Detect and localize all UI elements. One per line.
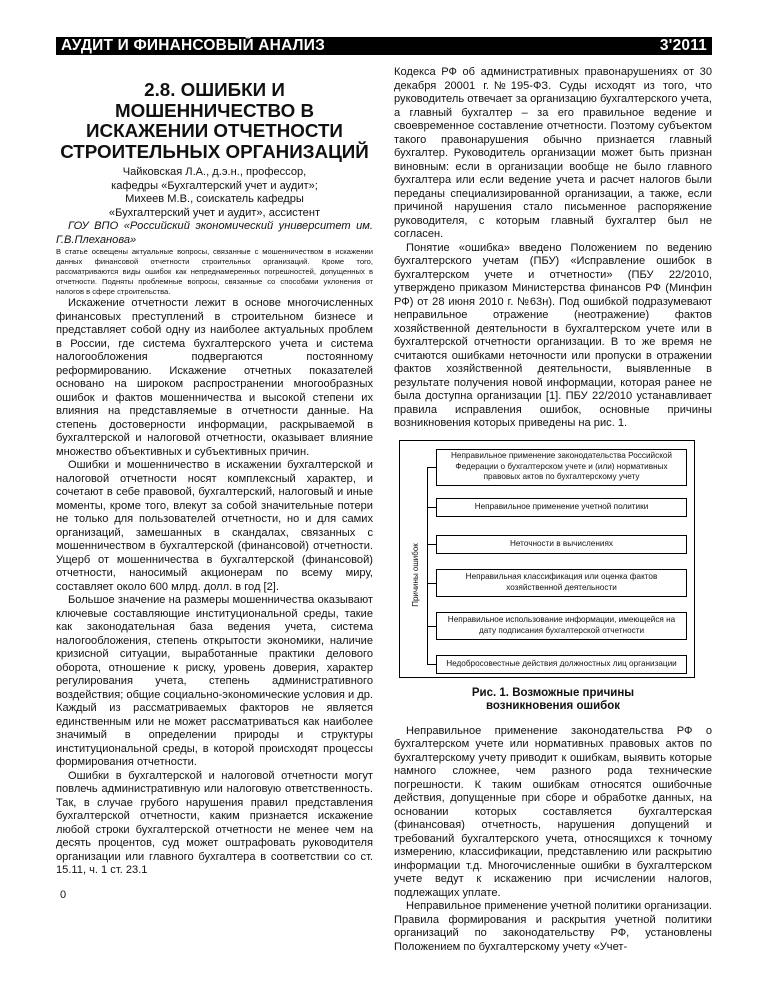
figure-box: Неправильное применение законодательства Российской Федерации о бухгалтерском учете и (или) нормативных правовых актов по бухгалтерскому учету: [436, 449, 687, 486]
issue-number: 3'2011: [659, 37, 707, 54]
figure-box: Недобросовестные действия должностных лиц организации: [436, 655, 687, 674]
figure-box: Неправильное использование информации, имеющейся на дату подписания бухгалтерской отчетности: [436, 612, 687, 640]
abstract: В статье освещены актуальные вопросы, связанные с мошенничеством в искажении данных финансовой отчетности строительных организаций. Кроме того, рассматриваются виды ошибок как непреднамеренных погрешностей, допущенных в отчетности. Подняты проблемные вопросы, связанные со способами уклонения от налогов в сфере строительства.: [56, 247, 373, 296]
left-column: [56, 66, 373, 878]
journal-header-bar: [56, 37, 712, 55]
figure-box: Неточности в вычислениях: [436, 535, 687, 554]
author-line: «Бухгалтерский учет и аудит», ассистент: [108, 206, 321, 219]
figure-connector-tick: [427, 664, 436, 665]
body-paragraph: Искажение отчетности лежит в основе многочисленных финансовых преступлений в строительном бизнесе и представляет собой одну из наиболее актуальных проблем в России, где система бухгалтерского учета и система налогообложения подвергаются постоянному реформированию. Искажение отчетных показателей основано на широком распространении многообразных ошибок и фактов мошенничества и высокой степени их влияния на представляемые в отчетности данные. На степень достоверности информации, раскрываемой в бухгалтерской и налоговой отчетности, оказывает влияние множество объективных и субъективных причин.: [56, 297, 373, 458]
figure-box: Неправильная классификация или оценка фактов хозяйственной деятельности: [436, 569, 687, 597]
figure-connector-tick: [427, 583, 436, 584]
body-paragraph: Кодекса РФ об административных правонарушениях от 30 декабря 20001 г.№195-ФЗ. Суды исходят из того, что руководитель отвечает за организацию бухгалтерского учета, а главный бухгалтер – за его правильное ведение и своевременное составление отчетности. Поэтому субъектом такого правонарушения обычно признается главный бухгалтер. Руководитель организации может быть признан виновным: если в организации вообще не было главного бухгалтера или если ведение учета и расчет налогов были переданы специализированной организации, а также, если причиной нарушения стало письменное распоряжение руководителя, с которым главный бухгалтер был не согласен.: [394, 66, 712, 240]
body-paragraph: Неправильное применение учетной политики организации. Правила формирования и раскрытия учетной политики организаций по законодательству РФ, установлены Положением по бухгалтерскому учету «Учет-: [394, 900, 712, 953]
figure-caption-line: Рис. 1. Возможные причины: [471, 686, 635, 699]
article-title: 2.8. ОШИБКИ И МОШЕННИЧЕСТВО В ИСКАЖЕНИИ ОТЧЕТНОСТИ СТРОИТЕЛЬНЫХ ОРГАНИЗАЦИЙ: [60, 79, 369, 162]
figure-axis-label: Причины ошибок: [411, 542, 420, 607]
page-number: 0: [60, 889, 67, 901]
figure-error-causes: [399, 440, 695, 678]
figure-connector-tick: [427, 626, 436, 627]
body-paragraph: Понятие «ошибка» введено Положением по ведению бухгалтерского учетам (ПБУ) «Исправление ошибок в бухгалтерском учете и отчетности» (ПБУ 22/2010, утверждено приказом Министерства финансов РФ (Минфин РФ) от 28 июня 2010 г. №63н). Под ошибкой подразумевают неправильное отражение (неотражение) фактов хозяйственной деятельности в бухгалтерском учете или в бухгалтерской отчетности организации. В то же время не считаются ошибками неточности или пропуски в отражении фактов хозяйственной деятельности, выявленные в результате получения новой информации, которая ранее не была доступна организации [1]. ПБУ 22/2010 устанавливает правила исправления ошибок, основные причины возникновения которых приведены на рис. 1.: [394, 241, 712, 429]
figure-caption-line: возникновения ошибок: [485, 700, 621, 712]
affiliation: ГОУ ВПО «Российский экономический университет им. Г.В.Плеханова»: [56, 220, 373, 246]
figure-caption: [394, 687, 712, 714]
body-paragraph: Ошибки и мошенничество в искажении бухгалтерской и налоговой отчетности носят комплексный характер, и сочетают в себе правовой, бухгалтерский, налоговый и иные моменты, кроме того, влекут за собой значительные потери не только для пользователей отчетности, но и для самих организаций, замешанных в скандалах, связанных с мошенничеством в бухгалтерской (финансовой) отчетности. Ущерб от мошенничества в бухгалтерской (финансовой) отчетности, наносимый акционерам по всему миру, составляет около 600 млрд. долл. в год [2].: [56, 459, 373, 593]
body-paragraph: Неправильное применение законодательства РФ о бухгалтерском учете или нормативных правовых актов по бухгалтерскому учету приводит к ошибкам, выявить которые намного сложнее, чем разного рода технические погрешности. К таким ошибкам относятся ошибочные действия, допущенные при сборе и обработке данных, на основании которых составляется бухгалтерская (финансовая) отчетность, нарушения допущений и требований бухгалтерского учета, относящихся к точному измерению, классификации, представлению или раскрытию информации т.д. Многочисленные ошибки в бухгалтерском учете ведут к искажению при исчислении налогов, подлежащих уплате.: [394, 724, 712, 899]
figure-connector-tick: [427, 507, 436, 508]
journal-title: АУДИТ И ФИНАНСОВЫЙ АНАЛИЗ: [61, 37, 325, 54]
right-column: [394, 66, 712, 954]
figure-connector-tick: [427, 467, 436, 468]
author-line: Чайковская Л.А., д.э.н., профессор,: [122, 166, 307, 178]
author-line: Михеев М.В., соискатель кафедры: [125, 193, 304, 205]
figure-connector-tick: [427, 544, 436, 545]
figure-connector-line: [427, 467, 428, 665]
body-paragraph: Большое значение на размеры мошенничества оказывают ключевые составляющие институциональной среды, такие как законодательная база ведения учета, система налогообложения, степень открытости экономики, наличие кризисной ситуации, выработанные практики делового оборота, отношение к риску, уровень доверия, характер регулирования учета, степень административного воздействия; общие социально-экономические условия и др. Каждый из рассматриваемых факторов не является единственным или не может рассматриваться как наиболее значимый в определении природы и структуры институциональной среды, в которой происходят процессы формирования отчетности.: [56, 594, 373, 768]
authors-block: [56, 166, 373, 220]
figure-box: Неправильное применение учетной политики: [436, 498, 687, 517]
body-paragraph: Ошибки в бухгалтерской и налоговой отчетности могут повлечь административную или налоговую ответственность. Так, в случае грубого нарушения правил представления бухгалтерской отчетности, каким признается искажение любой строки бухгалтерской отчетности не менее чем на десять процентов, суд может оштрафовать руководителя организации или главного бухгалтера в соответствии со ст. 15.11, ч. 1 ст. 23.1: [56, 769, 373, 876]
author-line: кафедры «Бухгалтерский учет и аудит»;: [111, 179, 318, 192]
